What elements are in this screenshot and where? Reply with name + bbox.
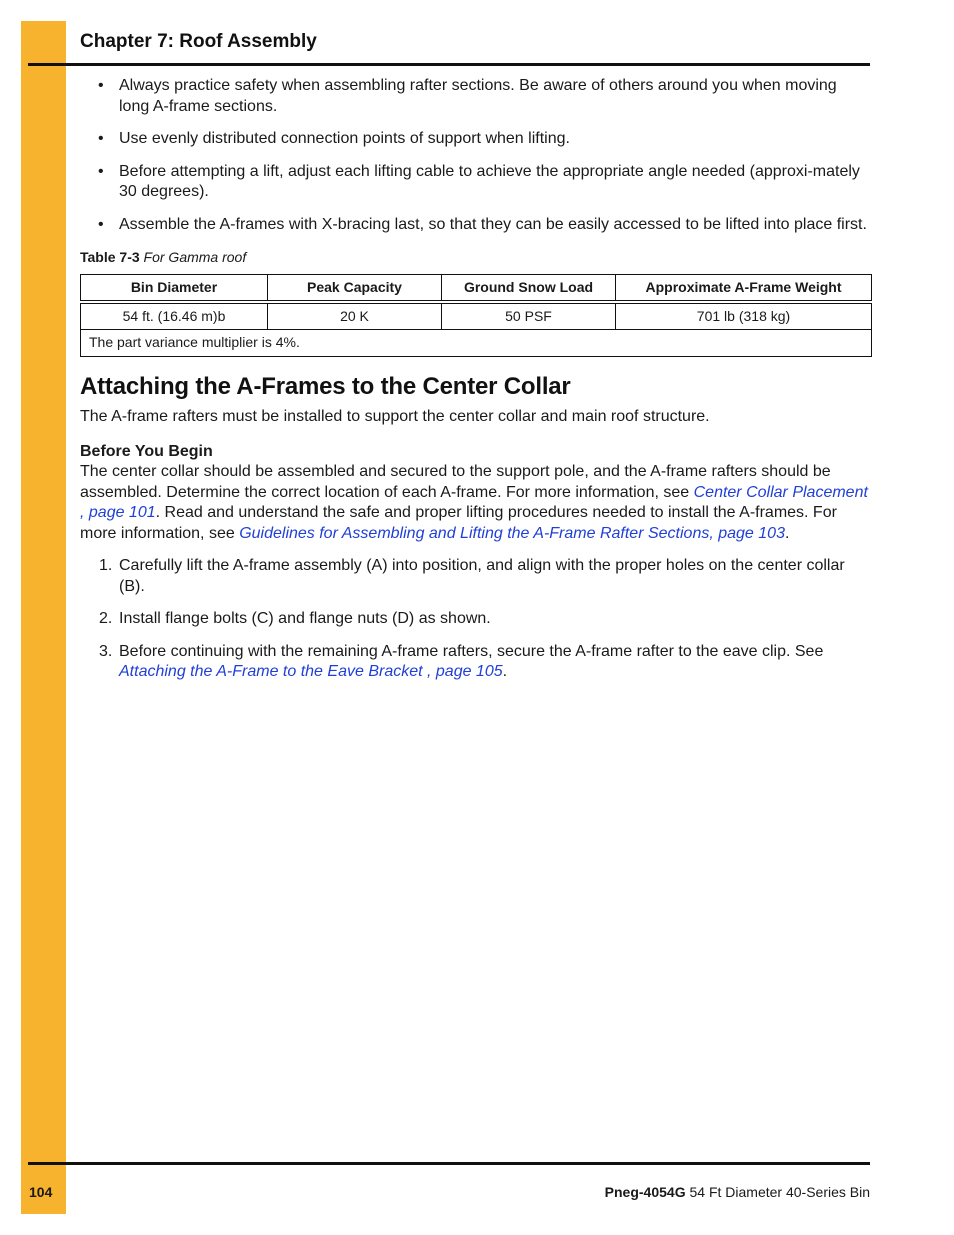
step-item: 2. Install flange bolts (C) and flange nuts (D) as shown. — [80, 609, 870, 630]
table-row — [81, 302, 872, 330]
table-note: The part variance multiplier is 4%. — [81, 329, 872, 356]
table-caption — [80, 247, 870, 268]
table-header-cell: Approximate A-Frame Weight — [616, 274, 872, 302]
table-cell: 54 ft. (16.46 m)b — [81, 302, 268, 330]
section-intro: The A-frame rafters must be installed to support the center collar and main roof structure. — [80, 408, 710, 425]
page-number: 104 — [29, 1184, 53, 1200]
safety-bullet-list — [80, 76, 870, 235]
table-cell: 701 lb (318 kg) — [616, 302, 872, 330]
table-header-cell: Bin Diameter — [81, 274, 268, 302]
table-cell: 20 K — [268, 302, 442, 330]
bullet-item: • Before attempting a lift, adjust each lifting cable to achieve the appropriate angle needed (approxi-mately 30 degrees). — [98, 162, 860, 200]
step-number: 3. — [99, 642, 113, 660]
step-number: 2. — [99, 610, 113, 627]
before-you-begin-body: The center collar should be assembled and secured to the support pole, and the A-frame rafters should be assembled. Determine the correct location of each A-frame. For more information, see Center Collar Placement , page 101. Read and understand the safe and proper lifting procedures needed to install the A-frames. For more information, see Guidelines for Assembling and Lifting the A-Frame Rafter Sections, page 103. — [80, 463, 868, 542]
bullet-icon: • — [98, 130, 104, 147]
chapter-side-bar — [21, 21, 66, 1214]
bullet-item: • Use evenly distributed connection points of support when lifting. — [80, 129, 870, 150]
link-eave-bracket[interactable]: Attaching the A-Frame to the Eave Bracket , page 105 — [119, 663, 503, 680]
header-rule — [28, 63, 870, 66]
step-number: 1. — [99, 557, 113, 574]
bullet-icon: • — [98, 162, 104, 180]
table-cell: 50 PSF — [442, 302, 616, 330]
bullet-item: • Always practice safety when assembling rafter sections. Be aware of others around you when moving long A-frame sections. — [98, 77, 837, 115]
table-caption-label: Table 7-3 — [80, 249, 140, 265]
document-code: Pneg-4054G — [604, 1184, 686, 1200]
table-header-cell: Ground Snow Load — [442, 274, 616, 302]
step-item: 3. Before continuing with the remaining A-frame rafters, secure the A-frame rafter to the eave clip. See Attaching the A-Frame to the Eave Bracket , page 105. — [99, 642, 824, 680]
bullet-icon: • — [98, 77, 104, 94]
chapter-title: Chapter 7: Roof Assembly — [80, 31, 317, 52]
step-item: 1. Carefully lift the A-frame assembly (A) into position, and align with the proper holes on the center collar (B). — [99, 557, 845, 595]
bullet-icon: • — [98, 215, 104, 233]
subheading-before-you-begin: Before You Begin — [80, 442, 213, 460]
section-title: Attaching the A-Frames to the Center Collar — [80, 372, 571, 400]
table-caption-text: For Gamma roof — [143, 249, 247, 265]
document-id — [605, 1184, 870, 1200]
table-note-row — [81, 329, 872, 356]
document-title: 54 Ft Diameter 40-Series Bin — [685, 1184, 870, 1200]
table-header-cell: Peak Capacity — [268, 274, 442, 302]
procedure-steps — [80, 556, 870, 683]
link-center-collar-placement[interactable]: Center Collar Placement , page 101 — [80, 483, 868, 521]
footer-rule — [28, 1162, 870, 1165]
link-guidelines-lifting[interactable]: Guidelines for Assembling and Lifting the A-Frame Rafter Sections, page 103 — [239, 524, 785, 542]
table-header-row — [81, 274, 872, 302]
roof-spec-table — [80, 274, 872, 357]
bullet-item: • Assemble the A-frames with X-bracing last, so that they can be easily accessed to be lifted into place first. — [80, 215, 870, 236]
page-content — [80, 76, 870, 695]
